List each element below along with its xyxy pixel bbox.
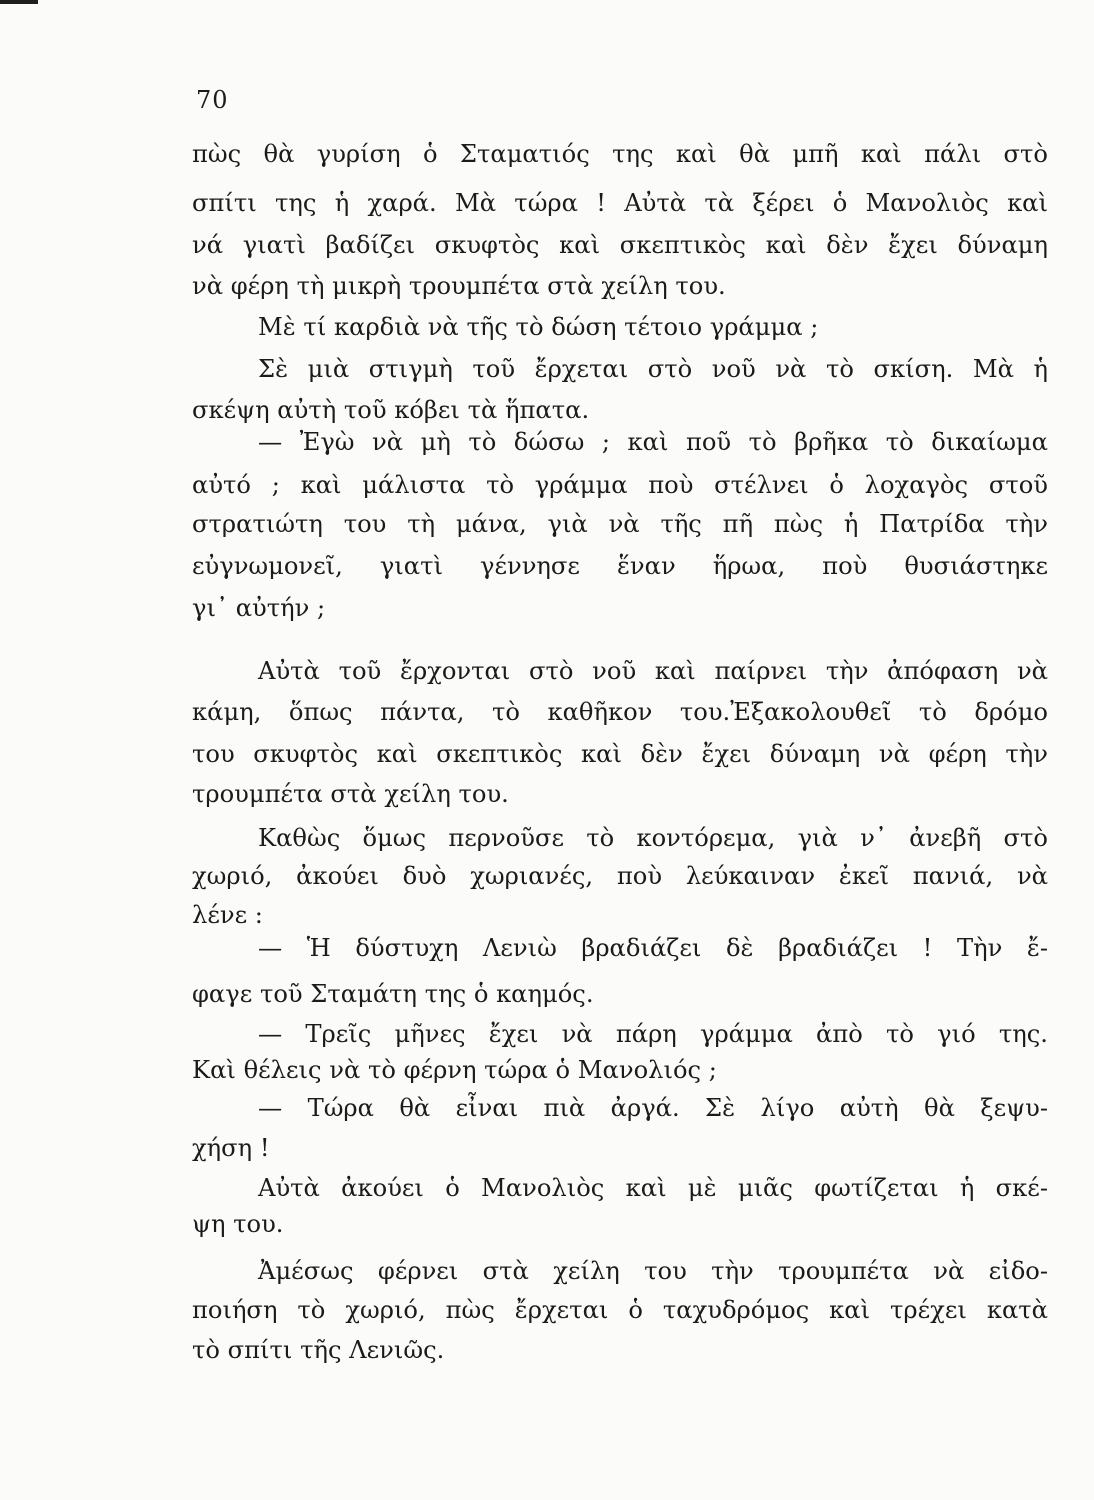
text-line: τρουμπέτα στὰ χείλη του. <box>192 780 509 808</box>
text-line: Καὶ θέλεις νὰ τὸ φέρνη τώρα ὁ Μανολιός ; <box>192 1056 717 1084</box>
text-line: Αὐτὰ τοῦ ἔρχονται στὸ νοῦ καὶ παίρνει τὴν ἀπόφαση νὰ <box>258 657 1048 685</box>
scan-edge-mark <box>0 0 38 4</box>
text-line: νά γιατὶ βαδίζει σκυφτὸς καὶ σκεπτικὸς καὶ δὲν ἔχει δύναμη <box>192 231 1048 259</box>
text-line: στρατιώτη του τὴ μάνα, γιὰ νὰ τῆς πῆ πὼς ἡ Πατρίδα τὴν <box>192 510 1048 538</box>
text-line: — Τρεῖς μῆνες ἔχει νὰ πάρη γράμμα ἀπὸ τὸ γιό της. <box>258 1020 1048 1048</box>
text-line: Ἀμέσως φέρνει στὰ χείλη του τὴν τρουμπέτα νὰ εἰδο- <box>258 1257 1048 1285</box>
text-line: αὐτό ; καὶ μάλιστα τὸ γράμμα ποὺ στέλνει ὁ λοχαγὸς στοῦ <box>192 471 1048 499</box>
text-line: εὐγνωμονεῖ, γιατὶ γέννησε ἕναν ἥρωα, ποὺ θυσιάστηκε <box>192 552 1048 580</box>
text-line: ψη του. <box>192 1210 284 1238</box>
text-line: πὼς θὰ γυρίση ὁ Σταματιός της καὶ θὰ μπῆ καὶ πάλι στὸ <box>192 140 1048 168</box>
text-line: — Τώρα θὰ εἶναι πιὰ ἀργά. Σὲ λίγο αὐτὴ θὰ ξεψυ- <box>258 1094 1048 1122</box>
text-line: Μὲ τί καρδιὰ νὰ τῆς τὸ δώση τέτοιο γράμμα ; <box>258 313 819 341</box>
text-line: Αὐτὰ ἀκούει ὁ Μανολιὸς καὶ μὲ μιᾶς φωτίζεται ἡ σκέ- <box>258 1174 1048 1202</box>
text-line: λένε : <box>192 901 263 929</box>
text-line: ποιήση τὸ χωριό, πὼς ἔρχεται ὁ ταχυδρόμος καὶ τρέχει κατὰ <box>192 1296 1048 1324</box>
text-line: — Ἐγὼ νὰ μὴ τὸ δώσω ; καὶ ποῦ τὸ βρῆκα τὸ δικαίωμα <box>258 428 1048 456</box>
text-line: χήση ! <box>192 1134 270 1162</box>
text-line: του σκυφτὸς καὶ σκεπτικὸς καὶ δὲν ἔχει δύναμη νὰ φέρη τὴν <box>192 740 1048 768</box>
text-line: σπίτι της ἡ χαρά. Μὰ τώρα ! Αὐτὰ τὰ ξέρει ὁ Μανολιὸς καὶ <box>192 189 1048 217</box>
text-line: κάμη, ὅπως πάντα, τὸ καθῆκον του.Ἐξακολουθεῖ τὸ δρόμο <box>192 698 1048 726</box>
text-line: Σὲ μιὰ στιγμὴ τοῦ ἔρχεται στὸ νοῦ νὰ τὸ σκίση. Μὰ ἡ <box>258 355 1048 383</box>
text-line: γι᾽ αὐτήν ; <box>192 594 326 622</box>
text-line: τὸ σπίτι τῆς Λενιῶς. <box>192 1336 445 1364</box>
text-line: Καθὼς ὅμως περνοῦσε τὸ κοντόρεμα, γιὰ ν᾽ ἀνεβῆ στὸ <box>258 824 1048 852</box>
text-line: σκέψη αὐτὴ τοῦ κόβει τὰ ἥπατα. <box>192 396 590 424</box>
text-line: — Ἡ δύστυχη Λενιὼ βραδιάζει δὲ βραδιάζει ! Τὴν ἔ- <box>258 934 1048 962</box>
text-line: χωριό, ἀκούει δυὸ χωριανές, ποὺ λεύκαιναν ἐκεῖ πανιά, νὰ <box>192 862 1048 890</box>
page-number: 70 <box>196 86 229 114</box>
text-line: νὰ φέρη τὴ μικρὴ τρουμπέτα στὰ χείλη του. <box>192 272 726 300</box>
text-line: φαγε τοῦ Σταμάτη της ὁ καημός. <box>192 980 594 1008</box>
